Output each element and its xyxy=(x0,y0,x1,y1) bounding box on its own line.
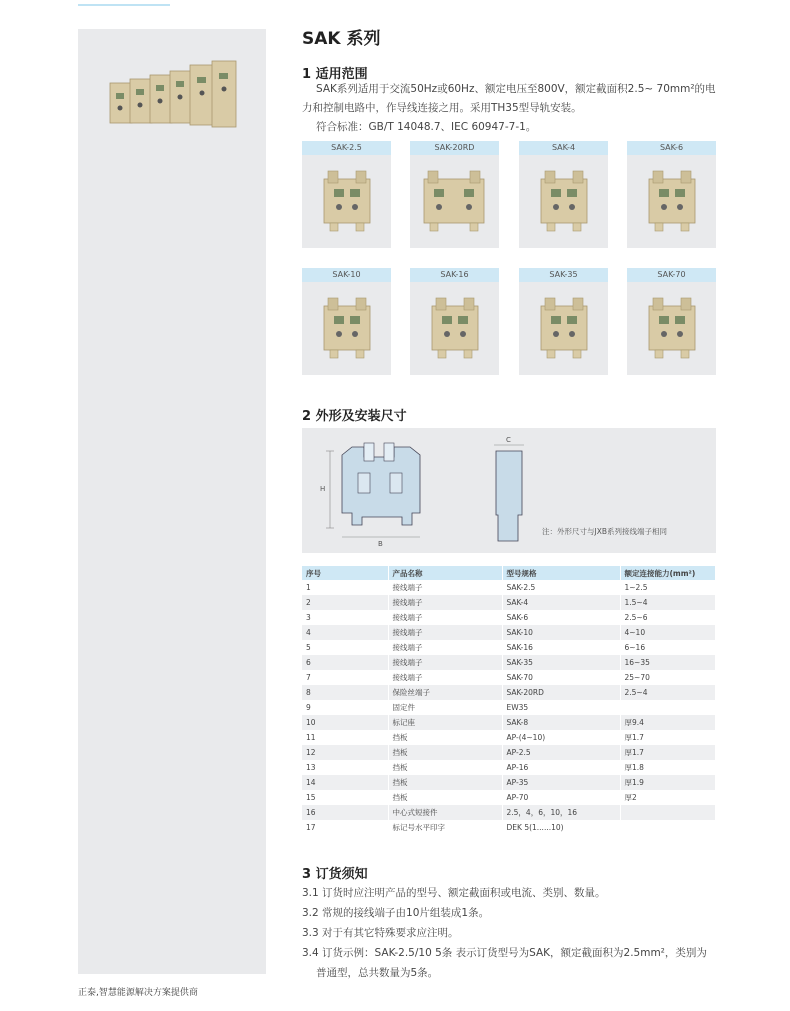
table-cell: 16 xyxy=(302,805,388,820)
product-card xyxy=(627,268,716,375)
table-cell: SAK-8 xyxy=(502,715,620,730)
order-line-4: 3.4 订货示例：SAK-2.5/10 5条 表示订货型号为SAK，额定截面积为2.5mm²，类别为 xyxy=(302,947,707,959)
front-view-drawing xyxy=(312,433,442,553)
table-cell: 标记号水平印字 xyxy=(388,820,502,835)
table-cell: 3 xyxy=(302,610,388,625)
table-cell: SAK-20RD xyxy=(502,685,620,700)
product-card-label: SAK-4 xyxy=(519,141,608,155)
product-card xyxy=(627,141,716,248)
table-cell: 5 xyxy=(302,640,388,655)
terminal-block-image xyxy=(633,161,710,241)
table-cell: DEK 5(1......10) xyxy=(502,820,620,835)
table-cell: 接线端子 xyxy=(388,580,502,595)
terminal-block-image xyxy=(416,288,493,368)
table-cell: 保险丝端子 xyxy=(388,685,502,700)
table-cell: 2.5，4，6，10，16 xyxy=(502,805,620,820)
order-line-5: 普通型，总共数量为5条。 xyxy=(316,967,439,979)
order-line-2: 3.2 常规的接线端子由10片组装成1条。 xyxy=(302,907,490,919)
table-cell: 16~35 xyxy=(620,655,716,670)
table-cell: 1.5~4 xyxy=(620,595,716,610)
product-card xyxy=(519,141,608,248)
table-cell: 12 xyxy=(302,745,388,760)
table-cell: 9 xyxy=(302,700,388,715)
product-card-label: SAK-20RD xyxy=(410,141,499,155)
footer-slogan: 正泰,智慧能源解决方案提供商 xyxy=(78,988,198,998)
table-cell: 8 xyxy=(302,685,388,700)
table-cell: 接线端子 xyxy=(388,670,502,685)
table-cell: 13 xyxy=(302,760,388,775)
table-cell: AP-70 xyxy=(502,790,620,805)
table-row xyxy=(302,775,716,790)
table-cell: 11 xyxy=(302,730,388,745)
table-cell: SAK-16 xyxy=(502,640,620,655)
product-card xyxy=(302,141,391,248)
terminal-block-image xyxy=(633,288,710,368)
terminal-block-assembly-image xyxy=(100,53,250,135)
header-index: 序号 xyxy=(302,566,388,580)
terminal-block-image xyxy=(308,161,385,241)
table-cell: 厚1.7 xyxy=(620,745,716,760)
table-cell xyxy=(620,805,716,820)
table-cell: AP-(4~10) xyxy=(502,730,620,745)
spec-table-body xyxy=(302,580,716,835)
table-cell: 挡板 xyxy=(388,730,502,745)
table-cell: 固定件 xyxy=(388,700,502,715)
table-cell: 2.5~6 xyxy=(620,610,716,625)
side-view-drawing xyxy=(490,433,530,553)
table-row xyxy=(302,580,716,595)
product-card xyxy=(519,268,608,375)
table-cell: 挡板 xyxy=(388,790,502,805)
product-card xyxy=(410,268,499,375)
table-row xyxy=(302,670,716,685)
dimension-note: 注：外形尺寸与JXB系列接线端子相同 xyxy=(542,527,667,536)
product-card-label: SAK-10 xyxy=(302,268,391,282)
section1-para-line2: 力和控制电路中，作导线连接之用。采用TH35型导轨安装。 xyxy=(302,102,582,114)
product-card-label: SAK-6 xyxy=(627,141,716,155)
table-cell: 标记座 xyxy=(388,715,502,730)
table-cell: 中心式短接件 xyxy=(388,805,502,820)
section1-para-line3: 符合标准：GB/T 14048.7、IEC 60947-7-1。 xyxy=(316,121,537,133)
table-row xyxy=(302,700,716,715)
table-cell: 17 xyxy=(302,820,388,835)
table-cell: 15 xyxy=(302,790,388,805)
table-row xyxy=(302,625,716,640)
table-row xyxy=(302,655,716,670)
product-card-label: SAK-2.5 xyxy=(302,141,391,155)
top-accent-line xyxy=(78,4,170,6)
table-cell: SAK-10 xyxy=(502,625,620,640)
table-cell: SAK-4 xyxy=(502,595,620,610)
table-cell: 厚1.7 xyxy=(620,730,716,745)
spec-table xyxy=(302,566,716,835)
terminal-block-image xyxy=(308,288,385,368)
table-cell: 6~16 xyxy=(620,640,716,655)
table-row xyxy=(302,760,716,775)
table-cell: 厚2 xyxy=(620,790,716,805)
table-cell: AP-16 xyxy=(502,760,620,775)
dim-h-label: H xyxy=(320,485,326,493)
spec-table-header-row xyxy=(302,566,716,580)
table-cell: 厚9.4 xyxy=(620,715,716,730)
table-cell: 接线端子 xyxy=(388,595,502,610)
terminal-block-image xyxy=(525,288,602,368)
table-cell: 1~2.5 xyxy=(620,580,716,595)
terminal-block-image xyxy=(525,161,602,241)
table-cell: 厚1.9 xyxy=(620,775,716,790)
table-row xyxy=(302,610,716,625)
table-cell: 挡板 xyxy=(388,775,502,790)
dim-c-label: C xyxy=(506,436,511,444)
table-row xyxy=(302,805,716,820)
dimension-drawing-box xyxy=(302,428,716,553)
table-cell: 接线端子 xyxy=(388,640,502,655)
dim-b-label: B xyxy=(378,540,383,548)
table-cell xyxy=(620,700,716,715)
product-card xyxy=(410,141,499,248)
table-cell: SAK-6 xyxy=(502,610,620,625)
product-card-label: SAK-35 xyxy=(519,268,608,282)
table-row xyxy=(302,595,716,610)
table-cell: 1 xyxy=(302,580,388,595)
table-cell: 挡板 xyxy=(388,745,502,760)
section1-para-line1: SAK系列适用于交流50Hz或60Hz、额定电压至800V，额定截面积2.5~ 70mm²的电 xyxy=(316,83,716,95)
table-cell: EW35 xyxy=(502,700,620,715)
section1-title: 1 适用范围 xyxy=(302,67,368,82)
table-cell: SAK-2.5 xyxy=(502,580,620,595)
table-row xyxy=(302,685,716,700)
product-card xyxy=(302,268,391,375)
table-row xyxy=(302,745,716,760)
table-row xyxy=(302,715,716,730)
table-cell: 接线端子 xyxy=(388,655,502,670)
table-cell: 6 xyxy=(302,655,388,670)
table-cell: 25~70 xyxy=(620,670,716,685)
table-cell: 接线端子 xyxy=(388,610,502,625)
table-cell: 7 xyxy=(302,670,388,685)
header-product-name: 产品名称 xyxy=(388,566,502,580)
table-cell: 4 xyxy=(302,625,388,640)
table-cell: SAK-70 xyxy=(502,670,620,685)
table-row xyxy=(302,640,716,655)
side-panel xyxy=(78,29,266,974)
terminal-block-image xyxy=(416,161,493,241)
table-cell: 挡板 xyxy=(388,760,502,775)
header-capacity: 额定连接能力(mm²) xyxy=(620,566,716,580)
series-title: SAK 系列 xyxy=(302,29,381,49)
table-row xyxy=(302,730,716,745)
table-cell: 接线端子 xyxy=(388,625,502,640)
table-row xyxy=(302,790,716,805)
table-cell: 2 xyxy=(302,595,388,610)
table-cell xyxy=(620,820,716,835)
table-cell: AP-35 xyxy=(502,775,620,790)
table-cell: 厚1.8 xyxy=(620,760,716,775)
order-line-3: 3.3 对于有其它特殊要求应注明。 xyxy=(302,927,459,939)
header-model: 型号规格 xyxy=(502,566,620,580)
product-card-label: SAK-16 xyxy=(410,268,499,282)
table-cell: 14 xyxy=(302,775,388,790)
table-cell: 2.5~4 xyxy=(620,685,716,700)
product-card-label: SAK-70 xyxy=(627,268,716,282)
table-cell: 10 xyxy=(302,715,388,730)
section2-title: 2 外形及安装尺寸 xyxy=(302,409,407,424)
section3-title: 3 订货须知 xyxy=(302,867,368,882)
table-cell: 4~10 xyxy=(620,625,716,640)
table-row xyxy=(302,820,716,835)
table-cell: AP-2.5 xyxy=(502,745,620,760)
order-line-1: 3.1 订货时应注明产品的型号、额定截面积或电流、类别、数量。 xyxy=(302,887,606,899)
table-cell: SAK-35 xyxy=(502,655,620,670)
